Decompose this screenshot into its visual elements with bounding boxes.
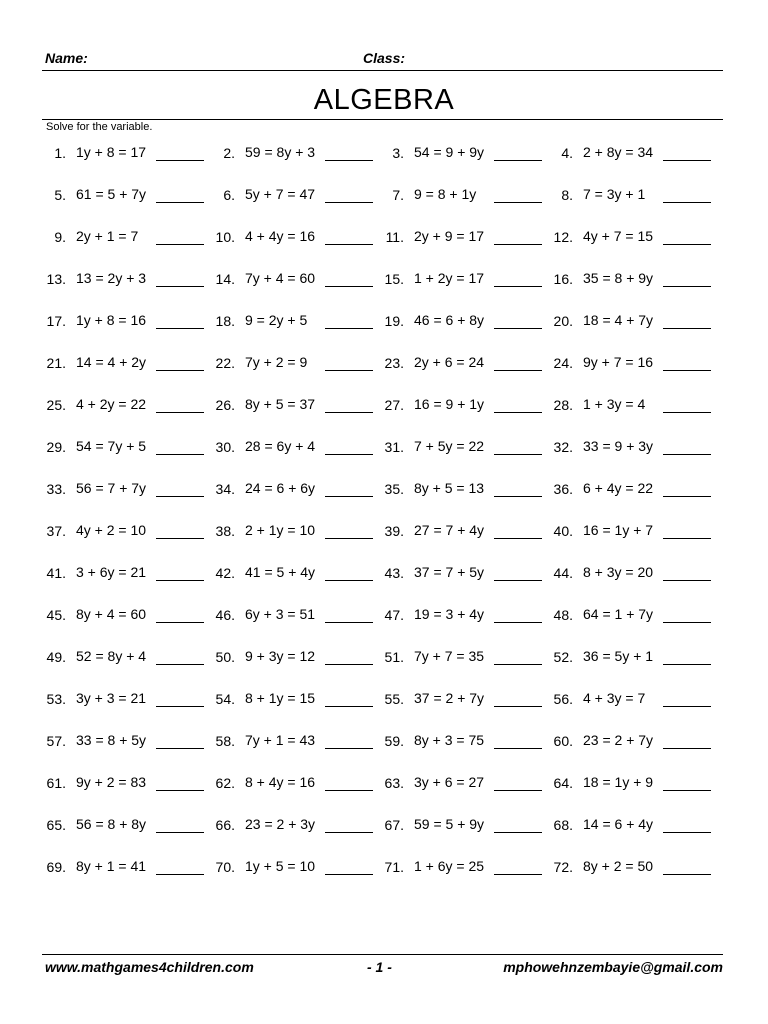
- problem-number: 57.: [46, 733, 66, 749]
- answer-blank[interactable]: [663, 538, 711, 539]
- problem-item: [203, 222, 372, 264]
- problem-item: [541, 516, 710, 558]
- answer-blank[interactable]: [325, 202, 373, 203]
- answer-blank[interactable]: [325, 160, 373, 161]
- problem-number: 25.: [46, 397, 66, 413]
- problem-item: [34, 768, 203, 810]
- problem-equation: 18 = 1y + 9: [583, 774, 654, 790]
- problem-item: [34, 222, 203, 264]
- problem-item: [372, 600, 541, 642]
- answer-blank[interactable]: [663, 202, 711, 203]
- problem-number: 51.: [384, 649, 404, 665]
- problem-equation: 16 = 9 + 1y: [414, 396, 485, 412]
- answer-blank[interactable]: [325, 496, 373, 497]
- problem-number: 10.: [215, 229, 235, 245]
- answer-blank[interactable]: [325, 580, 373, 581]
- problem-number: 66.: [215, 817, 235, 833]
- problem-equation: 35 = 8 + 9y: [583, 270, 654, 286]
- answer-blank[interactable]: [156, 286, 204, 287]
- problem-number: 38.: [215, 523, 235, 539]
- problem-number: 47.: [384, 607, 404, 623]
- problem-equation: 8y + 2 = 50: [583, 858, 654, 874]
- footer-page-number: - 1 -: [367, 959, 392, 975]
- problem-equation: 37 = 7 + 5y: [414, 564, 485, 580]
- problem-equation: 54 = 7y + 5: [76, 438, 147, 454]
- problem-number: 20.: [553, 313, 573, 329]
- answer-blank[interactable]: [494, 538, 542, 539]
- problem-item: [541, 726, 710, 768]
- problem-equation: 19 = 3 + 4y: [414, 606, 485, 622]
- answer-blank[interactable]: [663, 664, 711, 665]
- problem-equation: 4y + 7 = 15: [583, 228, 654, 244]
- problem-number: 72.: [553, 859, 573, 875]
- problem-number: 12.: [553, 229, 573, 245]
- problem-equation: 1y + 5 = 10: [245, 858, 316, 874]
- problem-equation: 9y + 7 = 16: [583, 354, 654, 370]
- problem-item: [203, 768, 372, 810]
- answer-blank[interactable]: [156, 748, 204, 749]
- problem-item: [541, 474, 710, 516]
- problem-equation: 8y + 5 = 13: [414, 480, 485, 496]
- problem-equation: 59 = 5 + 9y: [414, 816, 485, 832]
- answer-blank[interactable]: [325, 832, 373, 833]
- problem-item: [203, 348, 372, 390]
- problem-equation: 16 = 1y + 7: [583, 522, 654, 538]
- answer-blank[interactable]: [663, 370, 711, 371]
- problem-number: 56.: [553, 691, 573, 707]
- problem-item: [34, 180, 203, 222]
- problem-equation: 33 = 8 + 5y: [76, 732, 147, 748]
- problem-equation: 4 + 4y = 16: [245, 228, 316, 244]
- problem-number: 59.: [384, 733, 404, 749]
- answer-blank[interactable]: [494, 622, 542, 623]
- problem-number: 52.: [553, 649, 573, 665]
- problem-equation: 8 + 3y = 20: [583, 564, 654, 580]
- problem-number: 9.: [54, 229, 66, 245]
- problem-item: [203, 600, 372, 642]
- problem-item: [372, 348, 541, 390]
- problem-equation: 18 = 4 + 7y: [583, 312, 654, 328]
- problem-item: [541, 600, 710, 642]
- answer-blank[interactable]: [663, 286, 711, 287]
- problem-item: [541, 348, 710, 390]
- problem-number: 27.: [384, 397, 404, 413]
- problem-item: [372, 390, 541, 432]
- answer-blank[interactable]: [325, 790, 373, 791]
- problem-number: 32.: [553, 439, 573, 455]
- answer-blank[interactable]: [663, 748, 711, 749]
- problem-item: [34, 432, 203, 474]
- problem-number: 33.: [46, 481, 66, 497]
- problem-equation: 1 + 2y = 17: [414, 270, 485, 286]
- problem-item: [372, 222, 541, 264]
- problem-number: 23.: [384, 355, 404, 371]
- answer-blank[interactable]: [663, 328, 711, 329]
- answer-blank[interactable]: [663, 496, 711, 497]
- problem-number: 67.: [384, 817, 404, 833]
- problem-equation: 8 + 4y = 16: [245, 774, 316, 790]
- answer-blank[interactable]: [494, 244, 542, 245]
- answer-blank[interactable]: [494, 202, 542, 203]
- problem-number: 11.: [385, 229, 404, 245]
- problem-item: [34, 474, 203, 516]
- answer-blank[interactable]: [663, 874, 711, 875]
- problem-number: 46.: [215, 607, 235, 623]
- answer-blank[interactable]: [156, 328, 204, 329]
- title-rule: [42, 119, 723, 120]
- problem-equation: 52 = 8y + 4: [76, 648, 147, 664]
- problem-item: [541, 432, 710, 474]
- problem-equation: 61 = 5 + 7y: [76, 186, 147, 202]
- answer-blank[interactable]: [156, 412, 204, 413]
- problem-number: 61.: [46, 775, 66, 791]
- problem-equation: 8y + 3 = 75: [414, 732, 485, 748]
- answer-blank[interactable]: [494, 160, 542, 161]
- answer-blank[interactable]: [156, 370, 204, 371]
- problem-equation: 6y + 3 = 51: [245, 606, 316, 622]
- answer-blank[interactable]: [325, 286, 373, 287]
- problem-number: 22.: [215, 355, 235, 371]
- problem-number: 3.: [392, 145, 404, 161]
- problem-equation: 7y + 1 = 43: [245, 732, 316, 748]
- problem-number: 37.: [46, 523, 66, 539]
- problem-item: [34, 726, 203, 768]
- problem-item: [203, 558, 372, 600]
- answer-blank[interactable]: [325, 244, 373, 245]
- problem-equation: 41 = 5 + 4y: [245, 564, 316, 580]
- problem-item: [541, 558, 710, 600]
- answer-blank[interactable]: [663, 832, 711, 833]
- answer-blank[interactable]: [494, 664, 542, 665]
- problem-item: [203, 642, 372, 684]
- problem-equation: 8y + 5 = 37: [245, 396, 316, 412]
- answer-blank[interactable]: [663, 580, 711, 581]
- problem-number: 26.: [215, 397, 235, 413]
- problem-equation: 24 = 6 + 6y: [245, 480, 316, 496]
- problem-item: [372, 726, 541, 768]
- problem-number: 8.: [561, 187, 573, 203]
- problem-number: 62.: [215, 775, 235, 791]
- answer-blank[interactable]: [325, 412, 373, 413]
- problem-number: 28.: [553, 397, 573, 413]
- answer-blank[interactable]: [156, 160, 204, 161]
- problem-item: [34, 852, 203, 894]
- problem-equation: 27 = 7 + 4y: [414, 522, 485, 538]
- problem-number: 69.: [46, 859, 66, 875]
- answer-blank[interactable]: [325, 622, 373, 623]
- problem-item: [541, 684, 710, 726]
- problem-equation: 28 = 6y + 4: [245, 438, 316, 454]
- problem-equation: 9 + 3y = 12: [245, 648, 316, 664]
- problem-item: [541, 768, 710, 810]
- problem-equation: 7y + 2 = 9: [245, 354, 308, 370]
- problem-equation: 46 = 6 + 8y: [414, 312, 485, 328]
- problem-equation: 9 = 2y + 5: [245, 312, 308, 328]
- answer-blank[interactable]: [325, 454, 373, 455]
- problem-number: 1.: [54, 145, 66, 161]
- problem-item: [372, 684, 541, 726]
- answer-blank[interactable]: [156, 874, 204, 875]
- answer-blank[interactable]: [494, 580, 542, 581]
- problem-equation: 1 + 6y = 25: [414, 858, 485, 874]
- problem-item: [34, 138, 203, 180]
- answer-blank[interactable]: [156, 202, 204, 203]
- problem-number: 55.: [384, 691, 404, 707]
- problem-item: [203, 138, 372, 180]
- problem-item: [203, 726, 372, 768]
- problem-equation: 64 = 1 + 7y: [583, 606, 654, 622]
- problem-equation: 5y + 7 = 47: [245, 186, 316, 202]
- problem-number: 70.: [215, 859, 235, 875]
- problem-item: [34, 684, 203, 726]
- problem-item: [372, 180, 541, 222]
- problem-item: [372, 852, 541, 894]
- problem-item: [372, 810, 541, 852]
- name-label: Name:: [45, 50, 88, 66]
- problem-equation: 2 + 1y = 10: [245, 522, 316, 538]
- answer-blank[interactable]: [494, 832, 542, 833]
- answer-blank[interactable]: [663, 160, 711, 161]
- class-label: Class:: [363, 50, 406, 66]
- problem-number: 35.: [384, 481, 404, 497]
- answer-blank[interactable]: [494, 454, 542, 455]
- problem-number: 65.: [46, 817, 66, 833]
- problem-item: [203, 852, 372, 894]
- problem-number: 14.: [215, 271, 235, 287]
- problem-item: [541, 306, 710, 348]
- answer-blank[interactable]: [156, 664, 204, 665]
- problem-item: [34, 516, 203, 558]
- problem-item: [203, 810, 372, 852]
- footer-website: www.mathgames4children.com: [45, 959, 254, 975]
- problem-number: 43.: [384, 565, 404, 581]
- answer-blank[interactable]: [494, 496, 542, 497]
- problem-number: 2.: [223, 145, 235, 161]
- answer-blank[interactable]: [663, 706, 711, 707]
- problem-number: 16.: [553, 271, 573, 287]
- problem-item: [34, 348, 203, 390]
- answer-blank[interactable]: [494, 748, 542, 749]
- problem-item: [541, 852, 710, 894]
- page-title: ALGEBRA: [313, 84, 455, 116]
- problem-equation: 1 + 3y = 4: [583, 396, 646, 412]
- answer-blank[interactable]: [663, 622, 711, 623]
- problem-item: [203, 306, 372, 348]
- problem-item: [541, 264, 710, 306]
- problem-number: 15.: [384, 271, 404, 287]
- problem-number: 34.: [215, 481, 235, 497]
- instructions: Solve for the variable.: [46, 121, 153, 133]
- problem-equation: 7y + 4 = 60: [245, 270, 316, 286]
- answer-blank[interactable]: [156, 538, 204, 539]
- answer-blank[interactable]: [156, 706, 204, 707]
- problem-number: 31.: [384, 439, 404, 455]
- answer-blank[interactable]: [156, 454, 204, 455]
- problem-number: 5.: [54, 187, 66, 203]
- problem-equation: 33 = 9 + 3y: [583, 438, 654, 454]
- problem-number: 6.: [223, 187, 235, 203]
- answer-blank[interactable]: [325, 538, 373, 539]
- answer-blank[interactable]: [325, 328, 373, 329]
- answer-blank[interactable]: [156, 244, 204, 245]
- problem-equation: 37 = 2 + 7y: [414, 690, 485, 706]
- problem-number: 71.: [384, 859, 404, 875]
- problem-item: [34, 642, 203, 684]
- answer-blank[interactable]: [325, 706, 373, 707]
- problem-item: [34, 810, 203, 852]
- problem-number: 40.: [553, 523, 573, 539]
- problem-number: 18.: [215, 313, 235, 329]
- problem-equation: 8y + 1 = 41: [76, 858, 147, 874]
- problem-equation: 4y + 2 = 10: [76, 522, 147, 538]
- answer-blank[interactable]: [663, 412, 711, 413]
- problem-number: 49.: [46, 649, 66, 665]
- problem-item: [541, 642, 710, 684]
- problem-number: 48.: [553, 607, 573, 623]
- problem-equation: 56 = 7 + 7y: [76, 480, 147, 496]
- problem-number: 41.: [46, 565, 66, 581]
- problem-item: [541, 390, 710, 432]
- problem-number: 19.: [384, 313, 404, 329]
- answer-blank[interactable]: [663, 244, 711, 245]
- problem-item: [34, 306, 203, 348]
- problem-grid: [34, 138, 724, 878]
- problem-item: [541, 810, 710, 852]
- answer-blank[interactable]: [663, 790, 711, 791]
- problem-number: 44.: [553, 565, 573, 581]
- problem-item: [34, 558, 203, 600]
- problem-number: 64.: [553, 775, 573, 791]
- problem-number: 50.: [215, 649, 235, 665]
- problem-equation: 3y + 3 = 21: [76, 690, 147, 706]
- problem-number: 7.: [392, 187, 404, 203]
- problem-equation: 7 = 3y + 1: [583, 186, 646, 202]
- problem-equation: 2y + 1 = 7: [76, 228, 139, 244]
- answer-blank[interactable]: [325, 664, 373, 665]
- problem-item: [203, 474, 372, 516]
- problem-equation: 1y + 8 = 16: [76, 312, 147, 328]
- problem-equation: 3y + 6 = 27: [414, 774, 485, 790]
- problem-number: 36.: [553, 481, 573, 497]
- problem-item: [372, 516, 541, 558]
- footer-rule: [42, 954, 723, 955]
- footer-email: mphowehnzembayie@gmail.com: [503, 959, 723, 975]
- problem-item: [541, 222, 710, 264]
- answer-blank[interactable]: [494, 328, 542, 329]
- problem-equation: 8 + 1y = 15: [245, 690, 316, 706]
- answer-blank[interactable]: [494, 706, 542, 707]
- problem-equation: 4 + 2y = 22: [76, 396, 147, 412]
- problem-number: 68.: [553, 817, 573, 833]
- problem-equation: 23 = 2 + 3y: [245, 816, 316, 832]
- answer-blank[interactable]: [494, 412, 542, 413]
- problem-number: 53.: [46, 691, 66, 707]
- problem-equation: 2y + 9 = 17: [414, 228, 485, 244]
- problem-equation: 3 + 6y = 21: [76, 564, 147, 580]
- problem-item: [203, 180, 372, 222]
- top-rule: [42, 70, 723, 71]
- problem-item: [34, 264, 203, 306]
- problem-equation: 9y + 2 = 83: [76, 774, 147, 790]
- problem-equation: 2 + 8y = 34: [583, 144, 654, 160]
- problem-number: 45.: [46, 607, 66, 623]
- problem-number: 30.: [215, 439, 235, 455]
- problem-equation: 36 = 5y + 1: [583, 648, 654, 664]
- problem-equation: 13 = 2y + 3: [76, 270, 147, 286]
- problem-item: [203, 264, 372, 306]
- problem-equation: 14 = 4 + 2y: [76, 354, 147, 370]
- problem-item: [34, 600, 203, 642]
- problem-item: [372, 474, 541, 516]
- problem-number: 60.: [553, 733, 573, 749]
- problem-number: 39.: [384, 523, 404, 539]
- problem-equation: 23 = 2 + 7y: [583, 732, 654, 748]
- problem-item: [372, 768, 541, 810]
- problem-number: 21.: [46, 355, 66, 371]
- problem-number: 42.: [215, 565, 235, 581]
- problem-equation: 9 = 8 + 1y: [414, 186, 477, 202]
- problem-item: [203, 516, 372, 558]
- answer-blank[interactable]: [156, 790, 204, 791]
- problem-item: [372, 264, 541, 306]
- problem-item: [372, 432, 541, 474]
- problem-number: 4.: [561, 145, 573, 161]
- problem-equation: 6 + 4y = 22: [583, 480, 654, 496]
- problem-equation: 1y + 8 = 17: [76, 144, 147, 160]
- problem-equation: 2y + 6 = 24: [414, 354, 485, 370]
- problem-number: 13.: [46, 271, 66, 287]
- problem-equation: 56 = 8 + 8y: [76, 816, 147, 832]
- answer-blank[interactable]: [663, 454, 711, 455]
- problem-item: [372, 642, 541, 684]
- problem-item: [203, 684, 372, 726]
- problem-equation: 8y + 4 = 60: [76, 606, 147, 622]
- answer-blank[interactable]: [494, 370, 542, 371]
- answer-blank[interactable]: [156, 580, 204, 581]
- problem-number: 54.: [215, 691, 235, 707]
- problem-item: [541, 180, 710, 222]
- answer-blank[interactable]: [325, 370, 373, 371]
- answer-blank[interactable]: [494, 874, 542, 875]
- problem-equation: 4 + 3y = 7: [583, 690, 646, 706]
- answer-blank[interactable]: [325, 874, 373, 875]
- problem-equation: 54 = 9 + 9y: [414, 144, 485, 160]
- problem-item: [34, 390, 203, 432]
- answer-blank[interactable]: [325, 748, 373, 749]
- problem-item: [541, 138, 710, 180]
- problem-number: 24.: [553, 355, 573, 371]
- problem-number: 17.: [46, 313, 66, 329]
- answer-blank[interactable]: [156, 832, 204, 833]
- answer-blank[interactable]: [156, 622, 204, 623]
- answer-blank[interactable]: [494, 286, 542, 287]
- problem-item: [203, 432, 372, 474]
- answer-blank[interactable]: [494, 790, 542, 791]
- answer-blank[interactable]: [156, 496, 204, 497]
- problem-item: [203, 390, 372, 432]
- problem-equation: 14 = 6 + 4y: [583, 816, 654, 832]
- problem-number: 29.: [46, 439, 66, 455]
- problem-equation: 7y + 7 = 35: [414, 648, 485, 664]
- problem-number: 58.: [215, 733, 235, 749]
- problem-equation: 59 = 8y + 3: [245, 144, 316, 160]
- problem-item: [372, 138, 541, 180]
- problem-item: [372, 306, 541, 348]
- problem-item: [372, 558, 541, 600]
- problem-number: 63.: [384, 775, 404, 791]
- problem-equation: 7 + 5y = 22: [414, 438, 485, 454]
